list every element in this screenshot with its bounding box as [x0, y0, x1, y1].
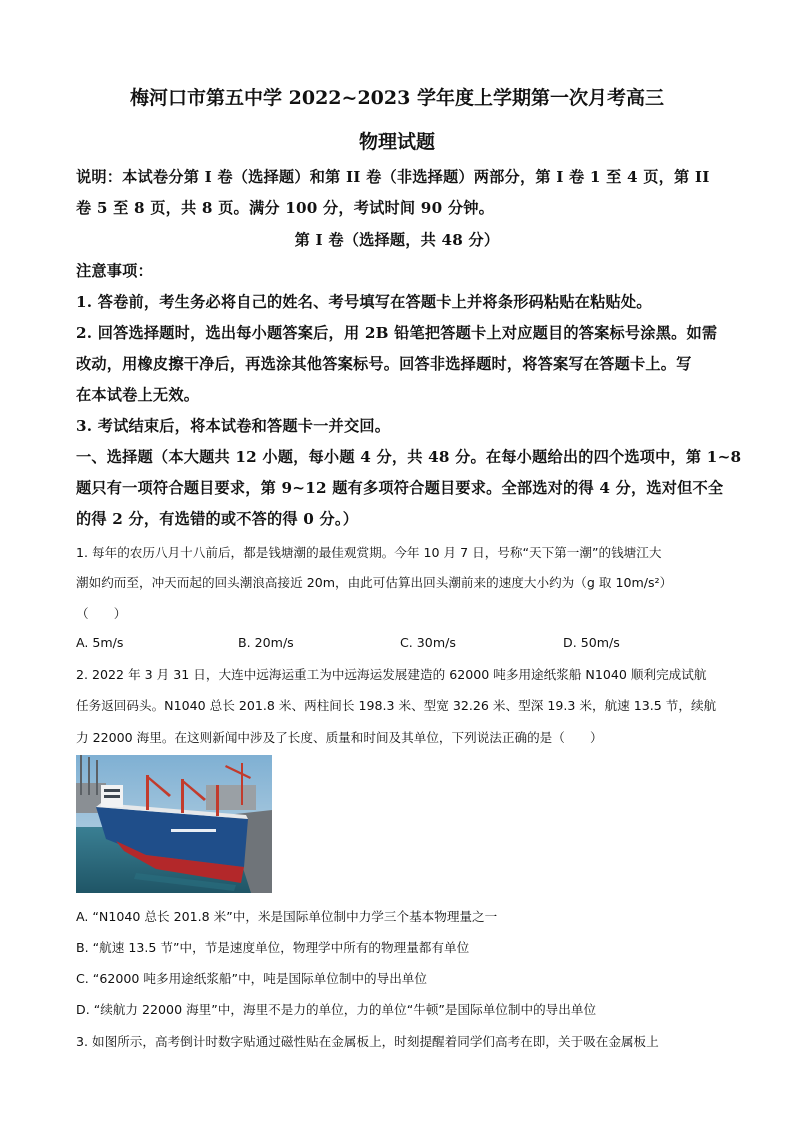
section-title: 第 I 卷（选择题，共 48 分）	[294, 231, 500, 249]
ship-photo	[76, 755, 272, 893]
question-2-option-c: C. “62000 吨多用途纸浆船”中，吨是国际单位制中的导出单位	[76, 971, 427, 986]
question-2-option-a: A. “N1040 总长 201.8 米”中，米是国际单位制中力学三个基本物理量之一	[76, 909, 498, 924]
question-2-line-3: 力 22000 海里。在这则新闻中涉及了长度、质量和时间及其单位，下列说法正确的是（ ）	[76, 730, 603, 745]
part1-heading-line-1: 一、选择题（本大题共 12 小题，每小题 4 分，共 48 分。在每小题给出的四个选项中，第 1~8	[76, 448, 742, 466]
exam-subject: 物理试题	[358, 131, 435, 153]
notice-item-1: 1. 答卷前，考生务必将自己的姓名、考号填写在答题卡上并将条形码粘贴在粘贴处。	[76, 293, 652, 311]
question-1-line-3: （ ）	[76, 606, 127, 621]
question-2-option-b: B. “航速 13.5 节”中，节是速度单位，物理学中所有的物理量都有单位	[76, 940, 470, 955]
question-1-line-2: 潮如约而至，冲天而起的回头潮浪高接近 20m，由此可估算出回头潮前来的速度大小约为（g 取 10m/s²）	[76, 575, 673, 590]
part1-heading-line-3: 的得 2 分，有选错的或不答的得 0 分。）	[76, 510, 359, 528]
notice-item-2-line-2: 改动，用橡皮擦干净后，再选涂其他答案标号。回答非选择题时，将答案写在答题卡上。写	[76, 355, 692, 373]
question-3-line-1: 3. 如图所示，高考倒计时数字贴通过磁性贴在金属板上，时刻提醒着同学们高考在即，关于吸在金属板上	[76, 1034, 659, 1049]
question-1-option-b: B. 20m/s	[238, 635, 294, 650]
question-2-line-2: 任务返回码头。N1040 总长 201.8 米、两柱间长 198.3 米、型宽 32.26 米、型深 19.3 米，航速 13.5 节，续航	[76, 698, 717, 713]
question-1-option-d: D. 50m/s	[563, 635, 620, 650]
question-2-line-1: 2. 2022 年 3 月 31 日，大连中远海运重工为中远海运发展建造的 62000 吨多用途纸浆船 N1040 顺利完成试航	[76, 667, 707, 682]
notice-item-2-line-3: 在本试卷上无效。	[76, 386, 200, 404]
notice-item-3: 3. 考试结束后，将本试卷和答题卡一并交回。	[76, 417, 391, 435]
exam-title: 梅河口市第五中学 2022~2023 学年度上学期第一次月考高三	[130, 87, 664, 109]
question-1-option-a: A. 5m/s	[76, 635, 124, 650]
instructions-line-2: 卷 5 至 8 页，共 8 页。满分 100 分，考试时间 90 分钟。	[76, 199, 494, 217]
question-1-line-1: 1. 每年的农历八月十八前后，都是钱塘潮的最佳观赏期。今年 10 月 7 日，号称“天下第一潮”的钱塘江大	[76, 545, 662, 560]
notice-item-2-line-1: 2. 回答选择题时，选出每小题答案后，用 2B 铅笔把答题卡上对应题目的答案标号涂黑。如需	[76, 324, 718, 342]
part1-heading-line-2: 题只有一项符合题目要求，第 9~12 题有多项符合题目要求。全部选对的得 4 分，选对但不全	[76, 479, 724, 497]
instructions-line-1: 说明：本试卷分第 I 卷（选择题）和第 II 卷（非选择题）两部分，第 I 卷 1 至 4 页，第 II	[76, 168, 710, 186]
notice-heading: 注意事项：	[76, 262, 153, 280]
question-1-option-c: C. 30m/s	[400, 635, 456, 650]
question-2-option-d: D. “续航力 22000 海里”中，海里不是力的单位，力的单位“牛顿”是国际单位制中的导出单位	[76, 1002, 597, 1017]
